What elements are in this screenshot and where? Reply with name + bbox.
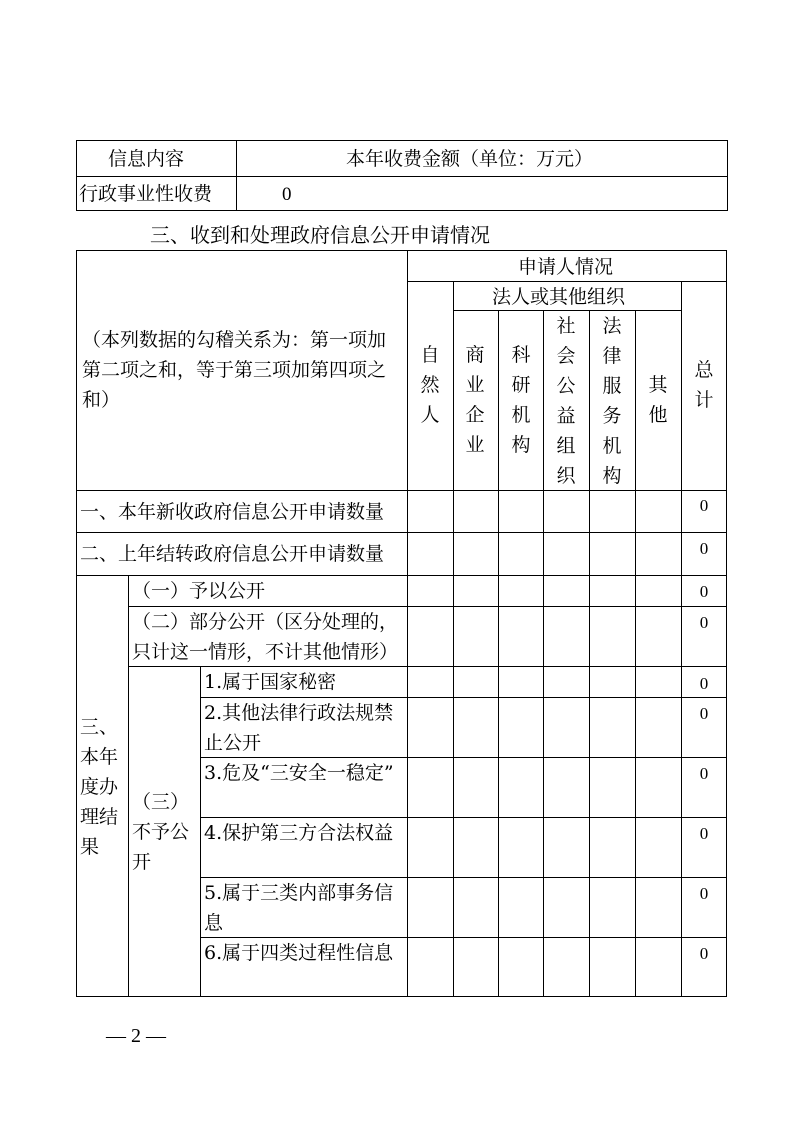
- relationship-note: （本列数据的勾稽关系为：第一项加第二项之和，等于第三项加第四项之和）: [82, 329, 387, 411]
- col-total: 总计: [694, 359, 714, 411]
- col-social-welfare: 社会公益组织: [556, 315, 576, 487]
- row-security-stability-label: 3.危及“三安全一稳定”: [204, 762, 394, 784]
- row-partial-total: 0: [699, 613, 709, 632]
- row-disclosed-total: 0: [699, 582, 709, 601]
- row-partial-label: （二）部分公开（区分处理的，只计这一情形，不计其他情形）: [132, 611, 399, 663]
- fee-table-bottom-border: [76, 210, 728, 211]
- row-law-prohibited-total: 0: [699, 704, 709, 723]
- row-new-requests-total: 0: [699, 496, 709, 515]
- col-research: 科研机构: [511, 344, 531, 456]
- row-line: [76, 996, 727, 997]
- fee-header-left: 信息内容: [108, 148, 185, 170]
- section-title: 三、收到和处理政府信息公开申请情况: [150, 223, 490, 247]
- row-carried-over-label: 二、上年结转政府信息公开申请数量: [80, 543, 385, 565]
- col-line: [635, 310, 636, 997]
- applicant-header: 申请人情况: [518, 256, 614, 278]
- row-line: [76, 250, 727, 251]
- group-not-disclosed-label: （三）不予公开: [132, 791, 190, 873]
- fee-table-col-divider: [236, 140, 237, 211]
- col-line: [76, 250, 77, 997]
- row-third-party-label: 4.保护第三方合法权益: [204, 822, 394, 844]
- row-line: [76, 532, 727, 533]
- fee-row-value: 0: [282, 184, 292, 205]
- col-line: [200, 666, 201, 997]
- row-internal-affairs-total: 0: [699, 884, 709, 903]
- row-internal-affairs-label: 5.属于三类内部事务信息: [204, 882, 394, 934]
- fee-table-top-border: [76, 140, 728, 141]
- fee-header-right: 本年收费金额（单位：万元）: [346, 148, 594, 170]
- col-line: [543, 310, 544, 997]
- row-security-stability-total: 0: [699, 764, 709, 783]
- row-carried-over-total: 0: [699, 539, 709, 558]
- row-process-info-total: 0: [699, 944, 709, 963]
- row-disclosed-label: （一）予以公开: [132, 580, 266, 602]
- row-law-prohibited-label: 2.其他法律行政法规禁止公开: [204, 702, 394, 754]
- fee-table-left-border: [76, 140, 77, 211]
- col-line: [407, 250, 408, 997]
- col-line: [453, 281, 454, 997]
- col-business: 商业企业: [465, 344, 485, 456]
- col-line: [589, 310, 590, 997]
- col-other: 其他: [648, 374, 668, 426]
- fee-row-label: 行政事业性收费: [79, 183, 213, 205]
- legal-entity-header: 法人或其他组织: [492, 286, 626, 308]
- row-line: [76, 575, 727, 576]
- group-results-label: 三、本年度办理结果: [80, 716, 119, 858]
- col-natural-person: 自然人: [420, 344, 440, 426]
- row-line: [76, 490, 727, 491]
- row-process-info-label: 6.属于四类过程性信息: [204, 942, 394, 964]
- row-state-secret-total: 0: [699, 674, 709, 693]
- row-line: [407, 281, 727, 282]
- col-line: [128, 575, 129, 997]
- col-line: [498, 310, 499, 997]
- col-line: [726, 250, 727, 997]
- row-state-secret-label: 1.属于国家秘密: [204, 671, 337, 693]
- row-new-requests-label: 一、本年新收政府信息公开申请数量: [80, 501, 385, 523]
- fee-table-right-border: [727, 140, 728, 211]
- row-third-party-total: 0: [699, 824, 709, 843]
- fee-table-divider: [76, 176, 728, 177]
- col-legal-service: 法律服务机构: [602, 315, 622, 487]
- page-number: — 2 —: [106, 1025, 166, 1047]
